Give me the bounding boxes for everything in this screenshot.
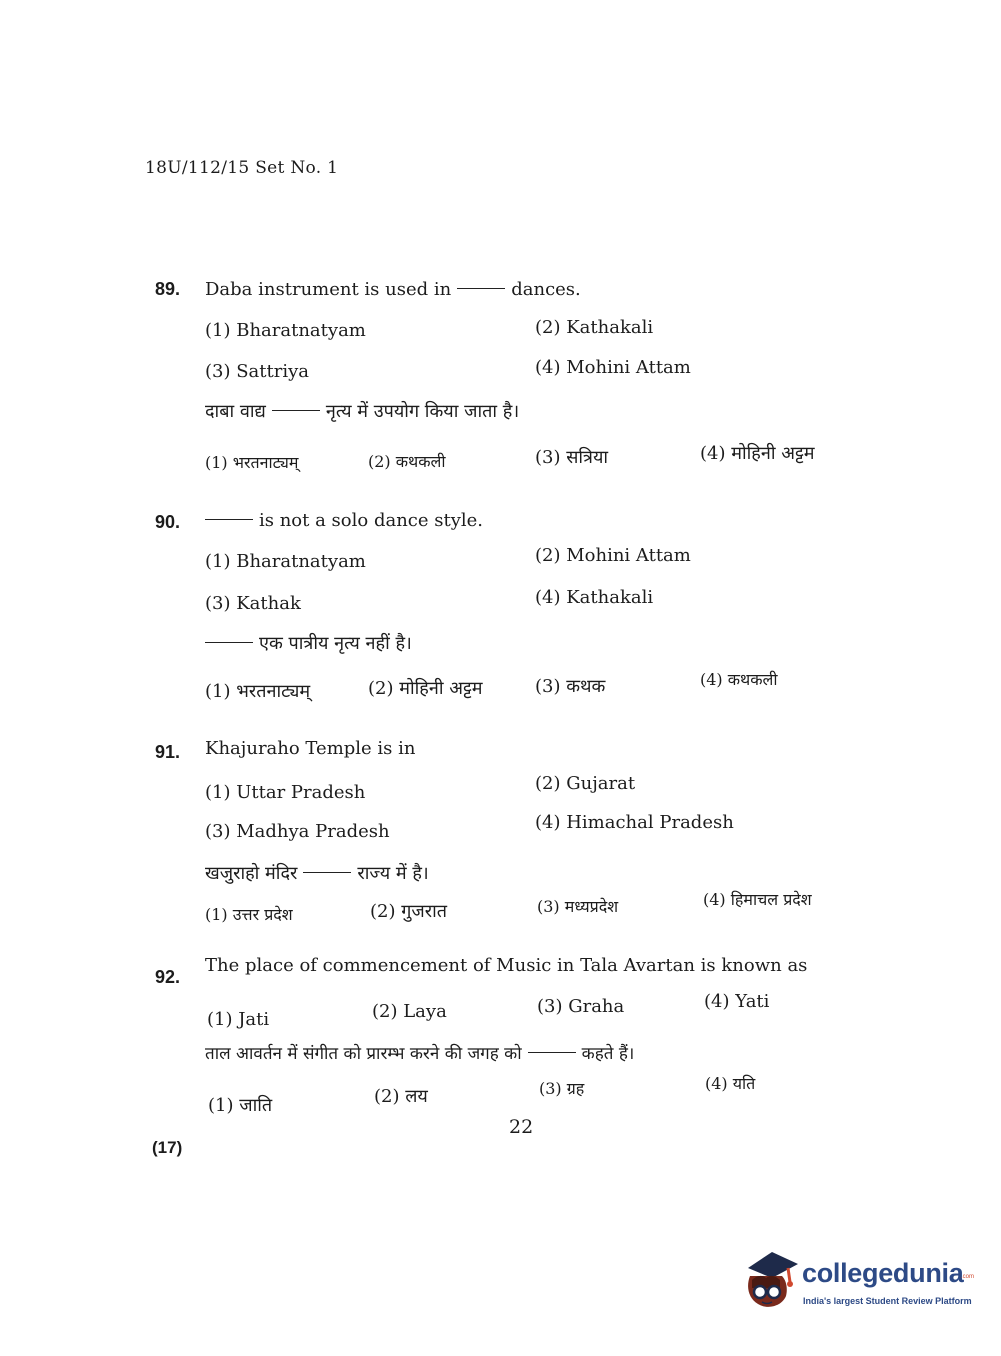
answer-blank — [528, 1052, 576, 1053]
option-en-3: (3) Sattriya — [205, 361, 310, 382]
option-en-3: (3) Madhya Pradesh — [205, 821, 390, 842]
option-en-4: (4) Kathakali — [535, 587, 654, 608]
question-text-en: Daba instrument is used in dances. — [205, 279, 581, 300]
option-hi-2: (2) मोहिनी अट्टम — [368, 678, 483, 699]
option-hi-1: (1) भरतनाट्यम् — [205, 681, 311, 702]
option-en-3: (3) Graha — [537, 996, 625, 1017]
option-en-3: (3) Kathak — [205, 593, 301, 614]
page-mark: (17) — [152, 1138, 183, 1157]
option-hi-2: (2) लय — [374, 1086, 428, 1107]
option-hi-1: (1) भरतनाट्यम् — [205, 453, 299, 472]
question-number: 91. — [155, 742, 181, 762]
collegedunia-logo[interactable] — [742, 1246, 975, 1316]
option-hi-4: (4) मोहिनी अट्टम — [700, 443, 815, 464]
question-text-hi: खजुराहो मंदिर राज्य में है। — [205, 863, 429, 884]
option-en-4: (4) Yati — [704, 991, 770, 1012]
option-hi-4: (4) यति — [705, 1074, 756, 1093]
option-en-1: (1) Jati — [207, 1009, 270, 1030]
option-hi-2: (2) कथकली — [368, 452, 446, 471]
option-hi-3: (3) सत्रिया — [535, 447, 609, 468]
question-text-en: The place of commencement of Music in Tala Avartan is known as — [205, 955, 808, 976]
option-en-4: (4) Himachal Pradesh — [535, 812, 734, 833]
option-en-1: (1) Bharatnatyam — [205, 551, 366, 572]
answer-blank — [303, 872, 351, 873]
option-en-2: (2) Mohini Attam — [535, 545, 691, 566]
question-text-hi: दाबा वाद्य नृत्य में उपयोग किया जाता है। — [205, 401, 520, 422]
option-hi-1: (1) उत्तर प्रदेश — [205, 905, 293, 924]
option-en-2: (2) Kathakali — [535, 317, 654, 338]
option-hi-3: (3) मध्यप्रदेश — [537, 897, 619, 916]
option-hi-3: (3) ग्रह — [539, 1079, 585, 1098]
logo-suffix: .com — [961, 1274, 975, 1280]
answer-blank — [205, 519, 253, 520]
option-hi-3: (3) कथक — [535, 676, 606, 697]
option-hi-2: (2) गुजरात — [370, 901, 447, 922]
question-number: 89. — [155, 279, 181, 299]
option-en-2: (2) Laya — [372, 1001, 447, 1022]
page-number: 22 — [509, 1116, 534, 1138]
logo-tagline: India's largest Student Review Platform — [803, 1296, 972, 1306]
option-en-1: (1) Bharatnatyam — [205, 320, 366, 341]
question-text-hi: ताल आवर्तन में संगीत को प्रारम्भ करने की जगह को कहते हैं। — [205, 1044, 635, 1064]
logo-brand: collegedunia — [802, 1258, 964, 1288]
answer-blank — [205, 642, 253, 643]
question-text-en: is not a solo dance style. — [205, 510, 483, 531]
option-hi-1: (1) जाति — [208, 1095, 273, 1116]
answer-blank — [272, 410, 320, 411]
paper-code: 18U/112/15 Set No. 1 — [145, 158, 339, 178]
option-en-1: (1) Uttar Pradesh — [205, 782, 366, 803]
option-en-4: (4) Mohini Attam — [535, 357, 691, 378]
option-hi-4: (4) हिमाचल प्रदेश — [703, 890, 812, 909]
option-en-2: (2) Gujarat — [535, 773, 636, 794]
mascot-icon — [742, 1246, 800, 1312]
question-number: 92. — [155, 967, 181, 987]
option-hi-4: (4) कथकली — [700, 670, 778, 689]
question-number: 90. — [155, 512, 181, 532]
answer-blank — [457, 288, 505, 289]
question-text-hi: एक पात्रीय नृत्य नहीं है। — [205, 631, 412, 655]
question-text-en: Khajuraho Temple is in — [205, 738, 416, 759]
